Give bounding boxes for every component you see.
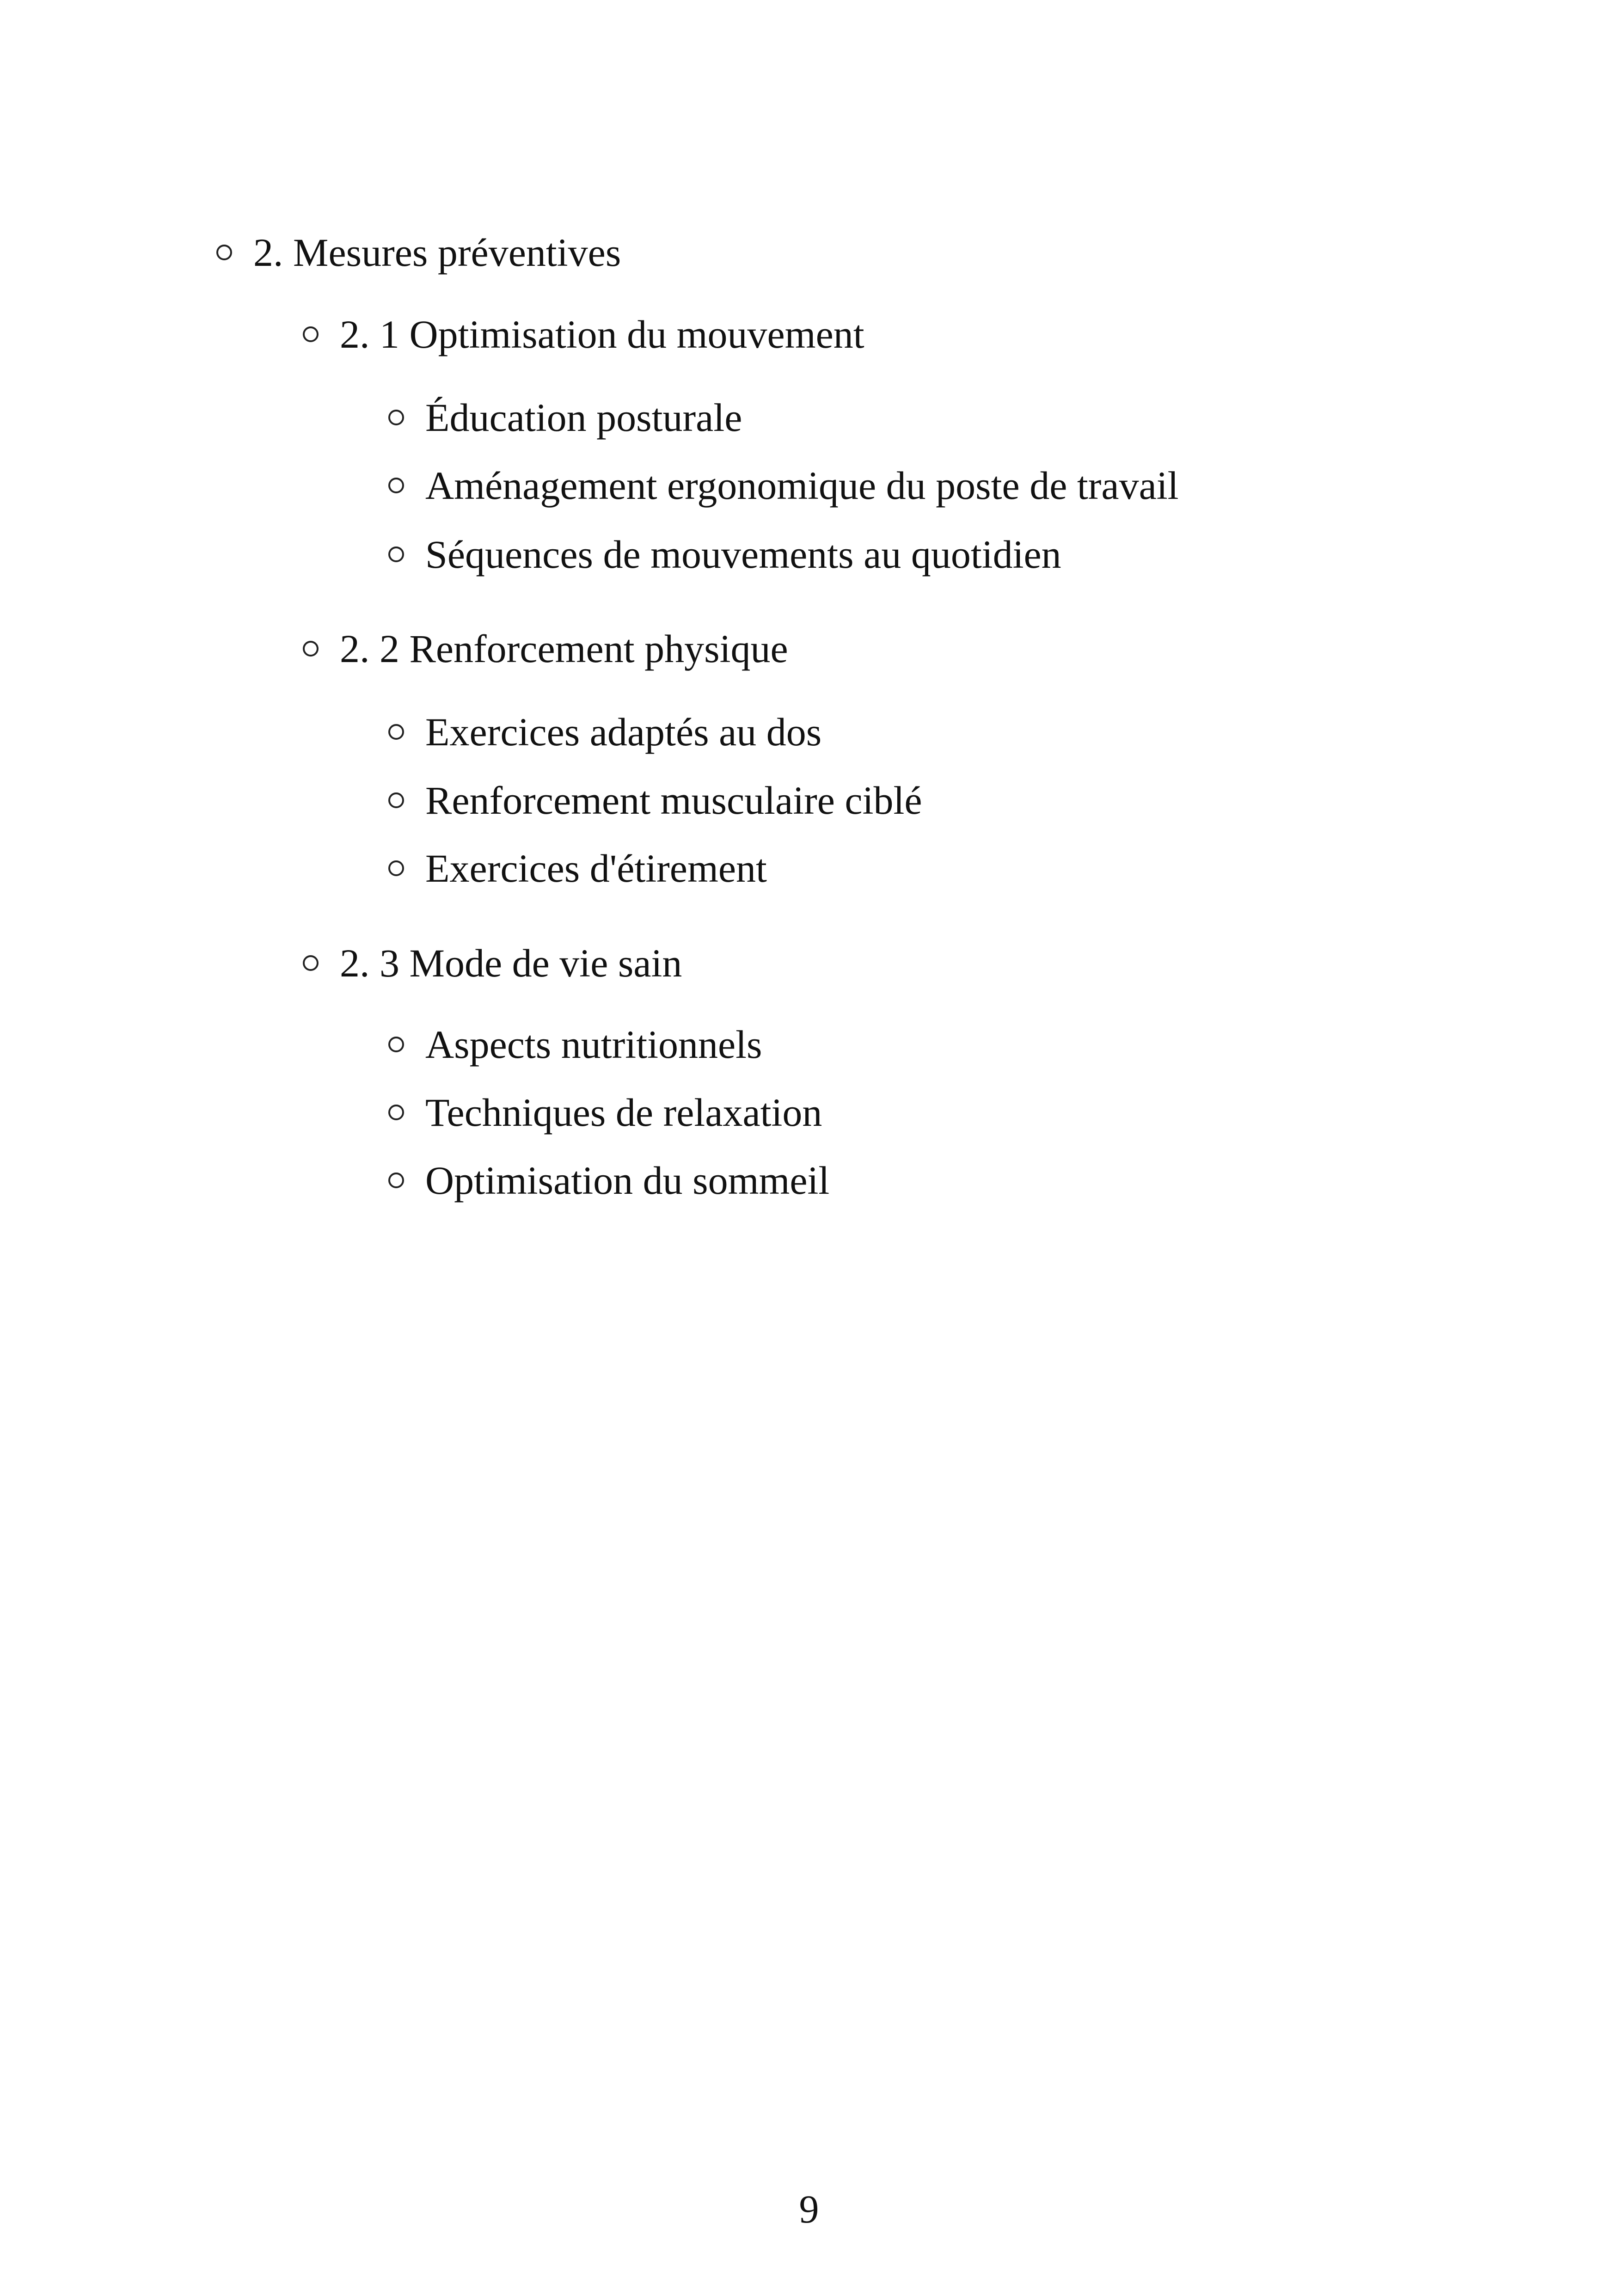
hollow-circle-bullet-icon <box>303 326 319 342</box>
outline-subsection-heading <box>303 626 788 671</box>
hollow-circle-bullet-icon <box>303 641 319 657</box>
hollow-circle-bullet-icon <box>388 792 404 808</box>
outline-subsection-heading <box>303 314 864 354</box>
outline-subsection-heading <box>303 943 682 983</box>
outline-list-item <box>388 1158 830 1203</box>
list-item-text: Exercices adaptés au dos <box>425 710 822 754</box>
outline-list-item <box>388 395 742 440</box>
page-number: 9 <box>799 2187 819 2231</box>
hollow-circle-bullet-icon <box>216 245 232 260</box>
hollow-circle-bullet-icon <box>303 955 319 971</box>
outline-list-item <box>388 848 767 888</box>
list-item-text: Séquences de mouvements au quotidien <box>425 532 1061 577</box>
subsection-title: 2. 1 Optimisation du mouvement <box>340 312 864 356</box>
hollow-circle-bullet-icon <box>388 860 404 876</box>
list-item-text: Optimisation du sommeil <box>425 1158 830 1203</box>
list-item-text: Techniques de relaxation <box>425 1090 822 1135</box>
outline-list-item <box>388 1022 762 1067</box>
outline-section-heading <box>216 230 621 275</box>
outline-list-item <box>388 712 821 752</box>
hollow-circle-bullet-icon <box>388 410 404 425</box>
outline-list-item <box>388 1090 822 1135</box>
outline-list-item <box>388 778 922 823</box>
hollow-circle-bullet-icon <box>388 1173 404 1188</box>
list-item-text: Aspects nutritionnels <box>425 1022 762 1067</box>
subsection-title: 2. 3 Mode de vie sain <box>340 941 682 985</box>
hollow-circle-bullet-icon <box>388 1105 404 1120</box>
list-item-text: Aménagement ergonomique du poste de travail <box>425 463 1179 508</box>
outline-list-item <box>388 463 1179 508</box>
subsection-title: 2. 2 Renforcement physique <box>340 626 788 671</box>
list-item-text: Exercices d'étirement <box>425 846 767 890</box>
hollow-circle-bullet-icon <box>388 1037 404 1052</box>
outline-list-item <box>388 532 1061 577</box>
list-item-text: Renforcement musculaire ciblé <box>425 778 922 823</box>
section-title: 2. Mesures préventives <box>253 230 621 275</box>
hollow-circle-bullet-icon <box>388 724 404 740</box>
hollow-circle-bullet-icon <box>388 478 404 493</box>
hollow-circle-bullet-icon <box>388 546 404 562</box>
list-item-text: Éducation posturale <box>425 395 742 440</box>
